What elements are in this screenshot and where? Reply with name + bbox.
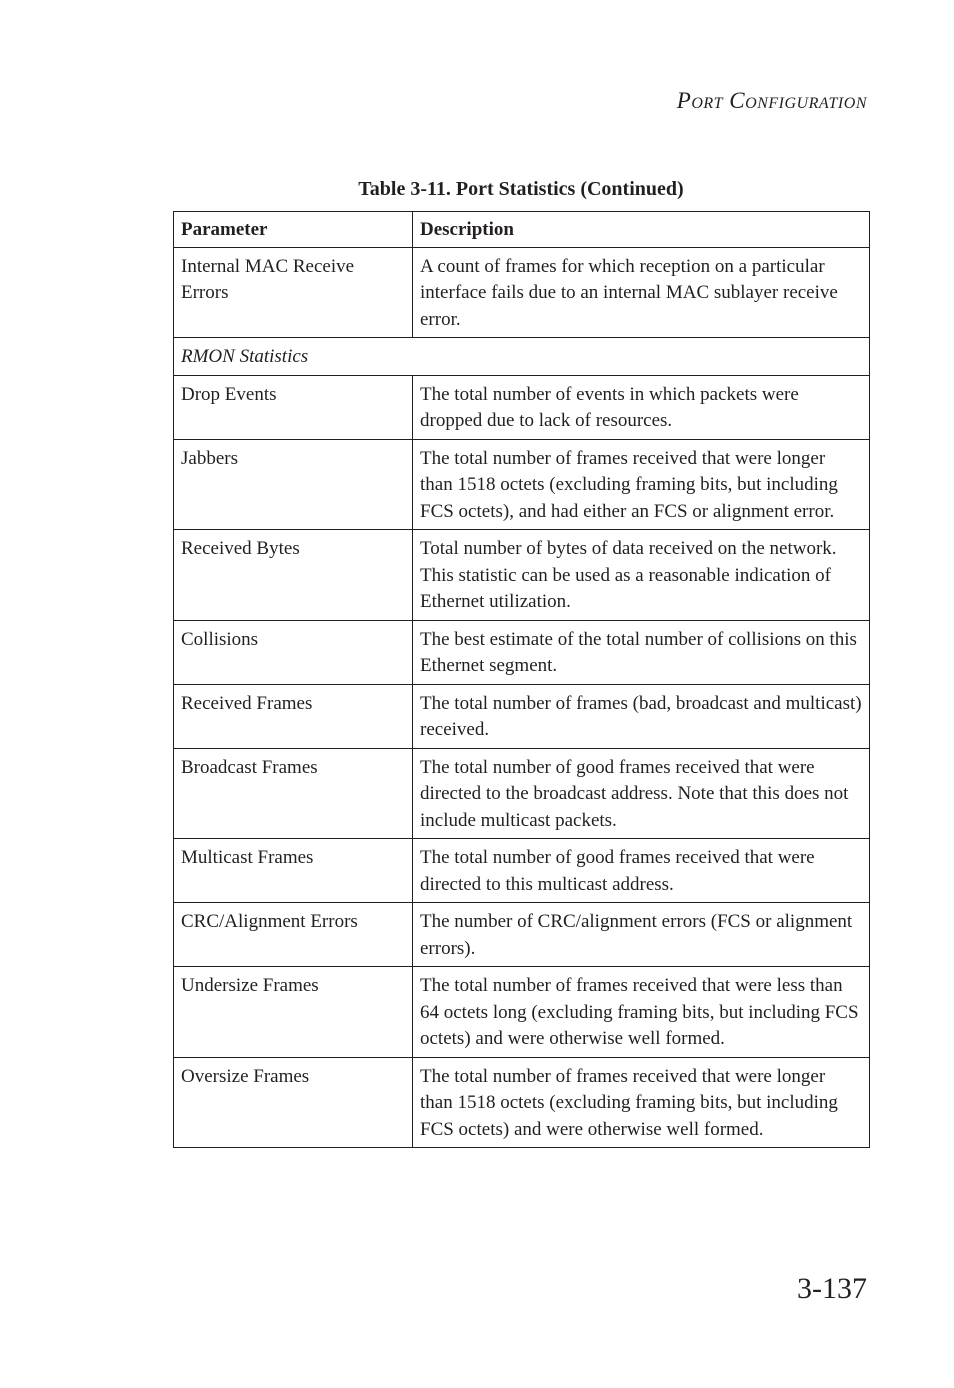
description-cell: A count of frames for which reception on a particular interface fails due to an internal MAC sublayer receive error. [413,247,870,338]
parameter-cell: Drop Events [174,375,413,439]
section-label: RMON Statistics [174,338,870,376]
table-row [174,967,870,1058]
table-row [174,903,870,967]
parameter-cell: CRC/Alignment Errors [174,903,413,967]
port-statistics-table [173,211,870,1148]
parameter-cell: Broadcast Frames [174,748,413,839]
page-number: 3-137 [797,1272,867,1305]
description-cell: The total number of good frames received that were directed to the broadcast address. Note that this does not include multicast packets. [413,748,870,839]
table-row [174,530,870,621]
table-row [174,247,870,338]
description-cell: The number of CRC/alignment errors (FCS or alignment errors). [413,903,870,967]
parameter-cell: Received Frames [174,684,413,748]
table-header-row [174,212,870,248]
table-row [174,839,870,903]
description-cell: The total number of frames received that were less than 64 octets long (excluding framing bits, but including FCS octets) and were otherwise well formed. [413,967,870,1058]
table-row [174,620,870,684]
description-cell: The best estimate of the total number of collisions on this Ethernet segment. [413,620,870,684]
table-row [174,748,870,839]
parameter-cell: Multicast Frames [174,839,413,903]
parameter-cell: Jabbers [174,439,413,530]
parameter-cell: Undersize Frames [174,967,413,1058]
parameter-cell: Collisions [174,620,413,684]
description-cell: The total number of frames (bad, broadcast and multicast) received. [413,684,870,748]
column-header-parameter: Parameter [174,212,413,248]
parameter-cell: Received Bytes [174,530,413,621]
table-row [174,439,870,530]
column-header-description: Description [413,212,870,248]
table-row [174,684,870,748]
description-cell: The total number of frames received that were longer than 1518 octets (excluding framing bits, but including FCS octets) and were otherwise well formed. [413,1057,870,1148]
running-header: Port Configuration [676,88,867,113]
parameter-cell: Internal MAC Receive Errors [174,247,413,338]
parameter-cell: Oversize Frames [174,1057,413,1148]
description-cell: Total number of bytes of data received on the network. This statistic can be used as a reasonable indication of Ethernet utilization. [413,530,870,621]
table-caption: Table 3-11. Port Statistics (Continued) [358,178,684,200]
description-cell: The total number of frames received that were longer than 1518 octets (excluding framing bits, but including FCS octets), and had either an FCS or alignment error. [413,439,870,530]
section-row [174,338,870,376]
table-row [174,375,870,439]
description-cell: The total number of good frames received that were directed to this multicast address. [413,839,870,903]
table-row [174,1057,870,1148]
description-cell: The total number of events in which packets were dropped due to lack of resources. [413,375,870,439]
